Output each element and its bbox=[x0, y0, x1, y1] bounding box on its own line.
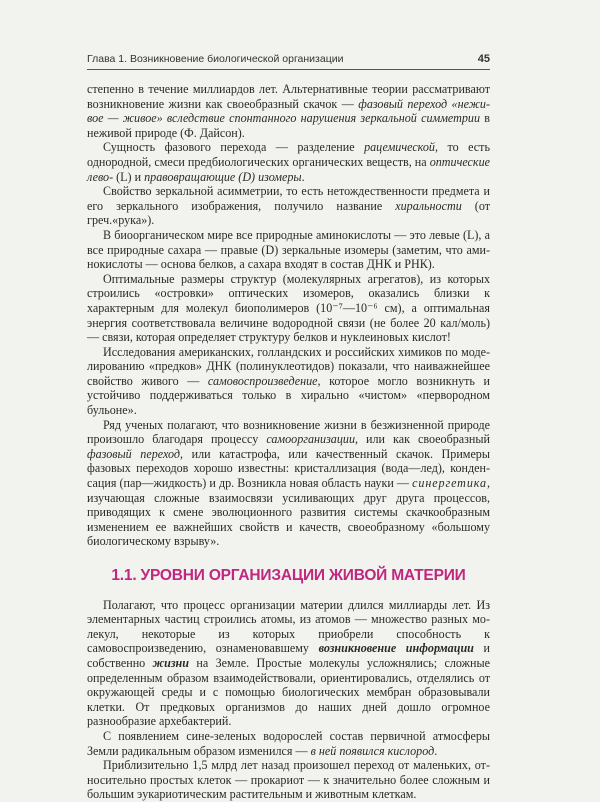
text-run: Полагают, что процесс организации материи длился миллиарды лет. Из элементарных частиц строились атомы, из атомов — множество разных молекул, некоторые из которых приобрели способность к самовоспроизведению, ознаменовавшему bbox=[87, 597, 490, 656]
paragraph-9 bbox=[87, 729, 490, 758]
bold-italic-term: жизни bbox=[152, 655, 189, 670]
text-run: . bbox=[434, 743, 438, 758]
text-run: Исследования американских, голландских и российских химиков по моделированию «предков» ДНК (полинуклеотидов) показали, что наиважнейшее свойство живого — bbox=[87, 344, 490, 388]
italic-term: рацемической bbox=[364, 140, 435, 155]
text-run: Сущность фазового перехода — разделение bbox=[103, 140, 365, 155]
italic-term: фазовый переход «неживое — живое» вследствие спонтанного нарушения зеркальной симметрии bbox=[87, 96, 490, 126]
text-run: в неживой природе (Ф. Дайсон). bbox=[87, 111, 490, 140]
paragraph-7 bbox=[87, 418, 490, 549]
italic-term: хиральности bbox=[395, 198, 462, 213]
paragraph-6 bbox=[87, 345, 490, 418]
paragraph-5: Оптимальные размеры структур (молекулярных агрегатов), из которых строились «островки» оптических изомеров, оказались близки к характерным для молекул биополимеров (10⁻⁷—10⁻⁶ см), а оптимальная энергия соответствовала величине водородной связи (не более 20 кал/моль) — связи, которая определяет структуру белков и нуклеиновых кислот! bbox=[87, 271, 490, 345]
text-run: и собственно bbox=[87, 641, 491, 670]
paragraph-8 bbox=[87, 598, 490, 729]
italic-term: самовоспроизведение bbox=[207, 373, 318, 388]
text-run: С появлением сине-зеленых водорослей состав первичной атмосферы Земли радикальным образом изменился — bbox=[87, 728, 490, 758]
italic-term: фазовый переход bbox=[87, 446, 181, 461]
italic-term: правовращающие (D) изомеры bbox=[144, 169, 302, 184]
text-run: (L) и bbox=[113, 169, 145, 184]
text-run: Свойство зеркальной асимметрии, то есть нетождественности предмета и его зеркального изображения, получило название bbox=[87, 184, 490, 213]
text-run: , которое могло возникнуть и устойчиво поддерживаться только в хирально «чистом» «первородном бульоне». bbox=[87, 373, 490, 418]
bold-italic-term: возникновение информации bbox=[318, 641, 474, 656]
page-number: 45 bbox=[477, 53, 490, 65]
italic-term: самоорганизации bbox=[266, 432, 355, 447]
text-run: Ряд ученых полагают, что возникновение жизни в безжизненной природе произошло благодаря процессу bbox=[87, 417, 490, 447]
page-body bbox=[87, 82, 490, 802]
paragraph-1 bbox=[87, 82, 490, 140]
paragraph-2 bbox=[87, 140, 490, 184]
text-run: (от греч.«рука»). bbox=[87, 198, 490, 228]
text-run: , изучающая сложные взаимосвязи усиливающих друг друга процессов, приводящих к смене эволюционного развития системы скачкообразным изменением ее важнейших свойств и качеств, своеобразному «большому биологическому взрыву». bbox=[87, 476, 490, 549]
paragraph-4: В биоорганическом мире все природные аминокислоты — это левые (L), а все природные сахара — правые (D) зеркальные изомеры (заметим, что аминокислоты — основа белков, а сахара входят в состав ДНК и РНК). bbox=[87, 227, 490, 272]
text-run: , или как своеобразный bbox=[355, 432, 491, 447]
italic-term: оптические лево- bbox=[87, 154, 490, 184]
chapter-title: Глава 1. Возникновение биологической организации bbox=[87, 53, 344, 65]
text-run: . bbox=[301, 169, 305, 184]
text-run: , или катастрофа, или качественный скачок. Примеры фазовых переходов хорошо известны: кристаллизация (вода—лед), конденсация (пар—жидкость) и др. Возникла новая область науки — bbox=[87, 446, 490, 491]
italic-term: в ней появился кислород bbox=[310, 743, 435, 758]
italic-term: синергетика bbox=[412, 476, 487, 491]
paragraph-3 bbox=[87, 184, 490, 228]
running-header bbox=[87, 53, 490, 70]
text-run: степенно в течение миллиардов лет. Альтернативные теории рассматривают возникновение жизни как своеобразный скачок — bbox=[87, 82, 490, 111]
text-run: , то есть однородной, смеси предбиологических органических веществ, на bbox=[87, 140, 490, 169]
section-heading: 1.1. УРОВНИ ОРГАНИЗАЦИИ ЖИВОЙ МАТЕРИИ bbox=[111, 567, 466, 584]
paragraph-10: Приблизительно 1,5 млрд лет назад произошел переход от маленьких, относительно простых клеток — прокариот — к значительно более сложным и большим эукариотическим растительным и животным клеткам. bbox=[87, 758, 490, 802]
text-run: на Земле. Простые молекулы усложнялись; сложные определенным образом взаимодействовали, ориентировались, отделялись от окружающей среды и с помощью биологических мембран образовывали клетки. От предковых организмов до наших дней дошло огромное разнообразие архебактерий. bbox=[87, 655, 490, 729]
